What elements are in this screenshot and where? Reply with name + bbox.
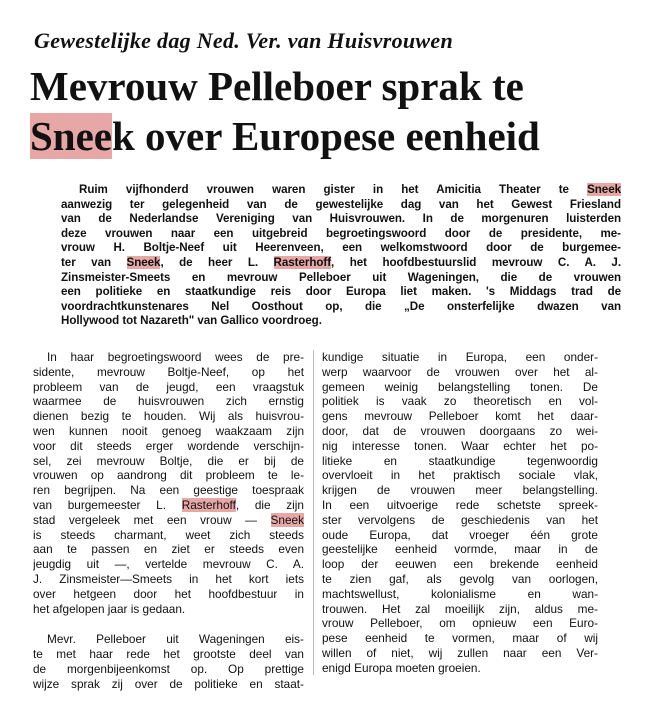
body-line: litieke en staatkundige tegenwoordig — [322, 453, 598, 468]
lead-text: Ruim vijfhonderd vrouwen waren gister in het Amicitia Theater te — [79, 183, 588, 196]
body-line — [33, 513, 304, 528]
search-highlight: Rasterhoff — [273, 255, 332, 269]
search-highlight: Sneek — [587, 183, 621, 196]
body-text: stad vergeleek met een vrouw — — [33, 512, 271, 527]
body-line: is steeds charmant, weet zich steeds — [33, 527, 304, 542]
lead-line: deze vrouwen naar een uitgebreid begroetingswoord door de presidente, me- — [61, 226, 621, 240]
body-line: geestelijke eenheid vormde, maar in de — [322, 542, 598, 557]
body-line: door, dat de vrouwen doorgaans zo wei- — [322, 423, 598, 438]
body-line: nig interesse tonen. Waar echter het po- — [322, 438, 598, 453]
body-line: In haar begroetingswoord wees de pre- — [47, 350, 304, 364]
lead-text: , de heer L. — [160, 255, 274, 269]
body-line: wijze sprak zij over de politieke en staat- — [33, 676, 304, 691]
body-line: de morgenbijeenkomst op. Op prettige — [33, 661, 304, 676]
lead-line — [61, 256, 621, 271]
body-line: gemeen weinig belangstelling tonen. De — [322, 379, 598, 394]
body-line: probleem van de jeugd, een vraagstuk — [33, 379, 304, 394]
headline-line-2 — [30, 112, 630, 162]
body-line: enigd Europa moeten groeien. — [322, 660, 481, 675]
body-text: , die zijn — [235, 497, 304, 512]
headline — [30, 62, 630, 162]
body-line: vrouwen op aandrong dit probleem te le- — [33, 468, 304, 483]
body-line: trouwen. Het zal moeilijk zijn, aldus me- — [322, 601, 598, 616]
body-line: In een uitvoerige rede schetste spreek- — [322, 497, 598, 512]
kicker: Gewestelijke dag Ned. Ver. van Huisvrouwen — [34, 28, 453, 53]
body-line: krijgen de vrouwen meer belangstelling. — [322, 483, 598, 498]
body-line: dienen bezig te houden. Wij als huisvrou- — [33, 409, 304, 424]
lead-line: aanwezig ter gelegenheid van de gewestelijke dag van het Gewest Friesland — [61, 197, 621, 211]
body-line: waarmee de huisvrouwen zich ernstig — [33, 394, 304, 409]
body-line: over hetgeen door het hoofdbestuur in — [33, 586, 304, 601]
body-line — [33, 498, 304, 513]
body-line: pese eenheid te vormen, maar of wij — [322, 631, 598, 646]
lead-line — [61, 183, 621, 198]
body-line: vrouw Pelleboer, om opnieuw een Euro- — [322, 616, 598, 631]
search-highlight: Sneek — [126, 255, 161, 269]
search-highlight: Rasterhoff — [181, 497, 236, 512]
lead-paragraph — [61, 183, 621, 329]
column-divider — [313, 350, 314, 675]
body-line: politiek is vaak zo theoretisch en vol- — [322, 394, 598, 409]
body-column-right — [322, 350, 598, 676]
headline-line-2-rest: k over Europese eenheid — [112, 113, 540, 159]
body-line: werp waarvoor de vrouwen over het al- — [322, 364, 598, 379]
body-line: willen of niet, wij zullen naar een Ver- — [322, 645, 598, 660]
body-line: gens mevrouw Pelleboer komt het daar- — [322, 409, 598, 424]
paragraph-gap — [33, 616, 304, 632]
headline-line-1: Mevrouw Pelleboer sprak te — [30, 63, 524, 109]
body-line: ren begrijpen. Na een geestige toespraak — [33, 483, 304, 498]
body-line: te met haar rede het grootste deel van — [33, 647, 304, 662]
body-line: machtswellust, kolonialisme en wan- — [322, 586, 598, 601]
body-line: sidente, mevrouw Boltje-Neef, op het — [33, 364, 304, 379]
search-highlight: Sneek — [270, 512, 304, 527]
lead-line: vrouw H. Boltje-Neef uit Heerenveen, een welkomstwoord door de burgemee- — [61, 241, 621, 255]
lead-line: een politieke en staatkundige reis door Europa liet maken. 's Middags trad de — [61, 285, 621, 299]
body-line: J. Zinsmeister—Smeets in het kort iets — [33, 571, 304, 586]
body-line: oude Europa, dat vroeger één grote — [322, 527, 598, 542]
body-line: voor dit steeds erger wordende verschijn- — [33, 438, 304, 453]
lead-text: , het hoofdbestuurslid mevrouw C. A. J. — [331, 255, 621, 269]
body-line: te zien gaf, als gevolg van oorlogen, — [322, 571, 598, 586]
body-line: het afgelopen jaar is gedaan. — [33, 601, 186, 616]
lead-text: ter van — [61, 255, 127, 269]
body-line: ster vervolgens de geschiedenis van het — [322, 512, 598, 527]
body-line: wen kunnen nooit genoeg waakzaam zijn — [33, 423, 304, 438]
lead-line: Zinsmeister-Smeets en mevrouw Pelleboer uit Wageningen, die de vrouwen — [61, 270, 621, 284]
body-line: aan te passen en ziet er steeds even — [33, 542, 304, 557]
lead-line: Hollywood tot Nazareth" van Gallico voordroeg. — [61, 314, 322, 328]
body-line: overvloeit in het praktisch sociale vlak, — [322, 468, 598, 483]
search-highlight: Snee — [30, 113, 112, 159]
body-line: Mevr. Pelleboer uit Wageningen eis- — [47, 632, 304, 647]
lead-line: van de Nederlandse Vereniging van Huisvrouwen. In de morgenuren luisterden — [61, 212, 621, 226]
body-line: loop der eeuwen een brekende eenheid — [322, 557, 598, 572]
body-line: jeugdig uit —, vertelde mevrouw C. A. — [33, 557, 304, 572]
body-column-left — [33, 350, 304, 692]
body-line: kundige situatie in Europa, een onder- — [322, 350, 598, 364]
lead-line: voordrachtkunstenares Nel Oosthout op, die „De onsterfelijke dwazen van — [61, 299, 621, 313]
body-text: van burgemeester L. — [33, 497, 182, 512]
body-line: sel, zei mevrouw Boltje, die er bij de — [33, 453, 304, 468]
